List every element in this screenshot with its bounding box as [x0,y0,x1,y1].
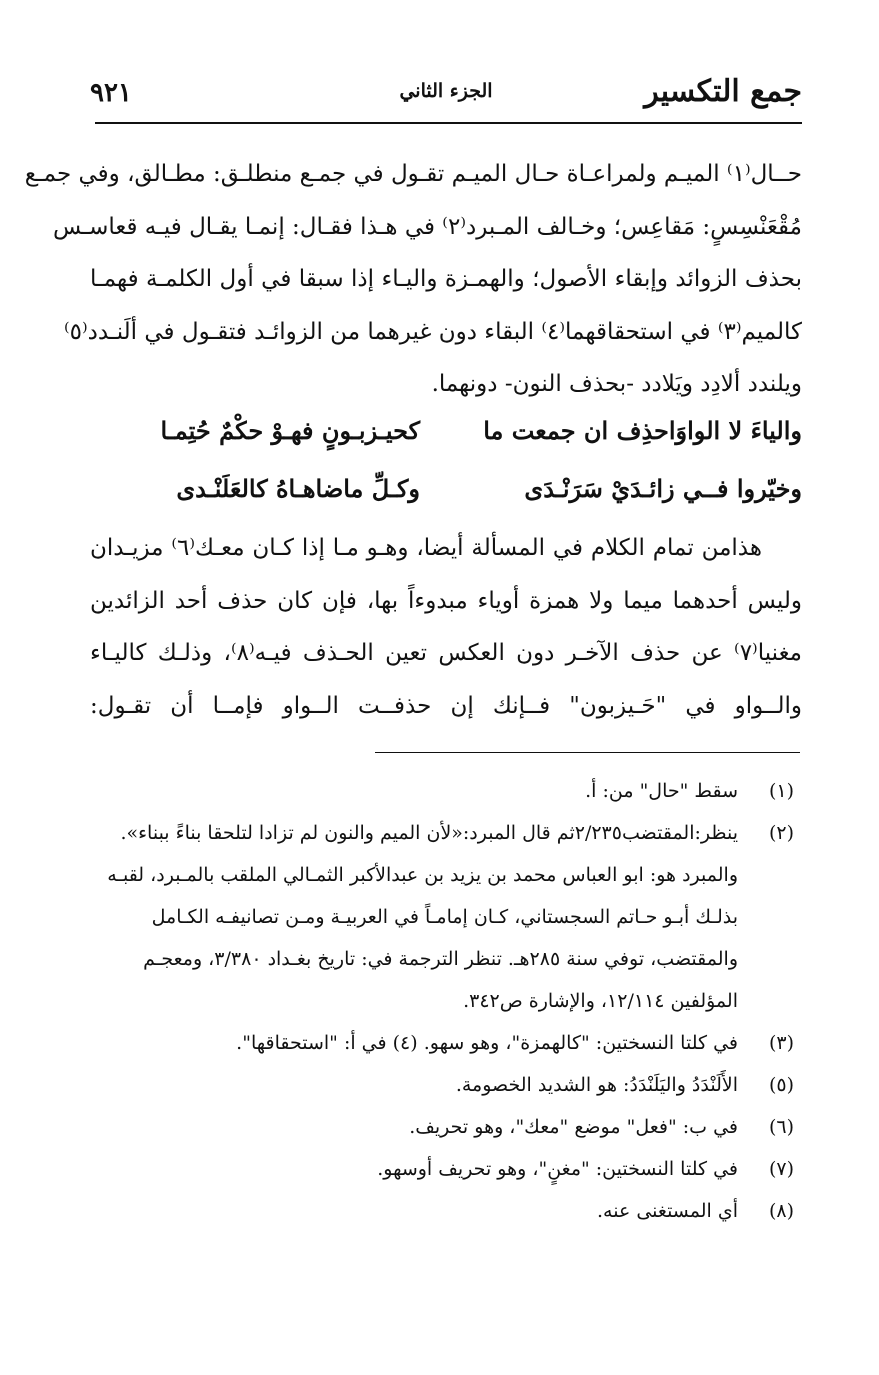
footnote-number: (٥) [768,1074,794,1096]
footnote [90,1064,802,1106]
footnote [90,1106,802,1148]
page-header [90,70,802,118]
footnote-number: (٦) [768,1116,794,1138]
footnote [90,812,802,1022]
chapter-title: جمع التكسير [644,74,802,109]
footnote [90,770,802,812]
footnote-text: الأَلَنْدَدُ واليَلَنْدَدُ: هو الشديد الخصومة. [455,1074,738,1096]
footnote-text: ينظر:المقتضب٢/٢٣٥ثم قال المبرد:«لأن الميم والنون لم تزادا لتلحقا بناءً ببناء». [120,822,738,844]
footnote-text: أي المستغنى عنه. [597,1200,738,1222]
poetry-verses [90,410,802,526]
verse-first-hemistich: وخيّروا فــي زائـدَيْ سَرَنْـدَى [524,474,802,503]
page-number: ٩٢١ [90,78,132,108]
text-line: والــواو في "حَـيزبون" فــإنك إن حذفــت الــواو فإمــا أن تقـول: [90,692,802,719]
text-line: ويلندد ألادِد ويَلادد -بحذف النون- دونهما. [431,371,802,397]
verse-second-hemistich: كحيـزبـونٍ فهـوْ حكْمٌ حُتِمـا [160,416,420,445]
main-text [24,148,802,411]
footnote-text: في ب: "فعل" موضع "معك"، وهو تحريف. [409,1116,738,1138]
footnote-text: المؤلفين ١٢/١١٤، والإشارة ص٣٤٢. [463,990,738,1012]
text-line: وليس أحدهما ميما ولا همزة أوياء مبدوءاً بها، فإن كان حذف أحد الزائدين [90,587,802,614]
text-line: هذامن تمام الكلام في المسألة أيضا، وهـو مـا إذا كـان معـك⁽٦⁾ مزيـدان [90,535,762,561]
verse-first-hemistich: والياءَ لا الواوَاحذِف ان جمعت ما [483,416,802,445]
volume-label: الجزء الثاني [399,80,493,102]
footnotes [90,770,802,1232]
text-line: كالميم⁽٣⁾ في استحقاقهما⁽٤⁾ البقاء دون غيرهما من الزوائـد فتقـول في ألَنـدد⁽٥⁾ [64,318,802,345]
text-line: بحذف الزوائد وإبقاء الأصول؛ والهمـزة واليـاء إذا سبقا في أول الكلمـة فهمـا [90,266,802,292]
text-line: مُقْعَنْسِسٍ: مَقاعِس؛ وخـالف المـبرد⁽٢⁾ في هـذا فقـال: إنمـا يقـال فيـه قعاسـس [53,213,802,240]
verse-second-hemistich: وكـلِّ ماضاهـاهُ كالعَلَنْـدى [176,474,420,503]
footnote-text: سقط "حال" من: أ. [585,780,738,802]
footnote-separator [375,752,800,753]
footnote [90,1148,802,1190]
header-rule [95,122,802,124]
footnote-text: في كلتا النسختين: "مغنٍ"، وهو تحريف أوسهو. [377,1158,738,1180]
footnote-number: (٣) [768,1032,794,1054]
text-line: حــال⁽١⁾ الميـم ولمراعـاة حـال الميـم تقـول في جمـع منطلـق: مطـالق، وفي جمـع [24,161,802,187]
footnote-text: في كلتا النسختين: "كالهمزة"، وهو سهو. (٤) في أ: "استحقاقها". [236,1032,738,1054]
verse [90,410,802,468]
footnote [90,1022,802,1064]
footnote-number: (١) [768,780,794,802]
footnote-text: والمقتضب، توفي سنة ٢٨٥هـ. تنظر الترجمة في: تاريخ بغـداد ٣/٣٨٠، ومعجـم [143,948,738,970]
text-line: مغنيا⁽٧⁾ عن حذف الآخـر دون العكس تعين الحـذف فيـه⁽٨⁾، وذلـك كاليـاء [90,640,802,666]
footnote-text: بذلـك أبـو حـاتم السجستاني، كـان إمامـاً في العربيـة ومـن تصانيفـه الكـامل [151,906,738,928]
footnote [90,1190,802,1232]
footnote-text: والمبرد هو: ابو العباس محمد بن يزيد بن عبدالأكبر الثمـالي الملقب بالمـبرد، لقبـه [107,864,738,886]
footnote-number: (٨) [768,1200,794,1222]
footnote-number: (٧) [768,1158,794,1180]
main-text-continued [90,522,802,732]
verse [90,468,802,526]
footnote-number: (٢) [768,822,794,844]
